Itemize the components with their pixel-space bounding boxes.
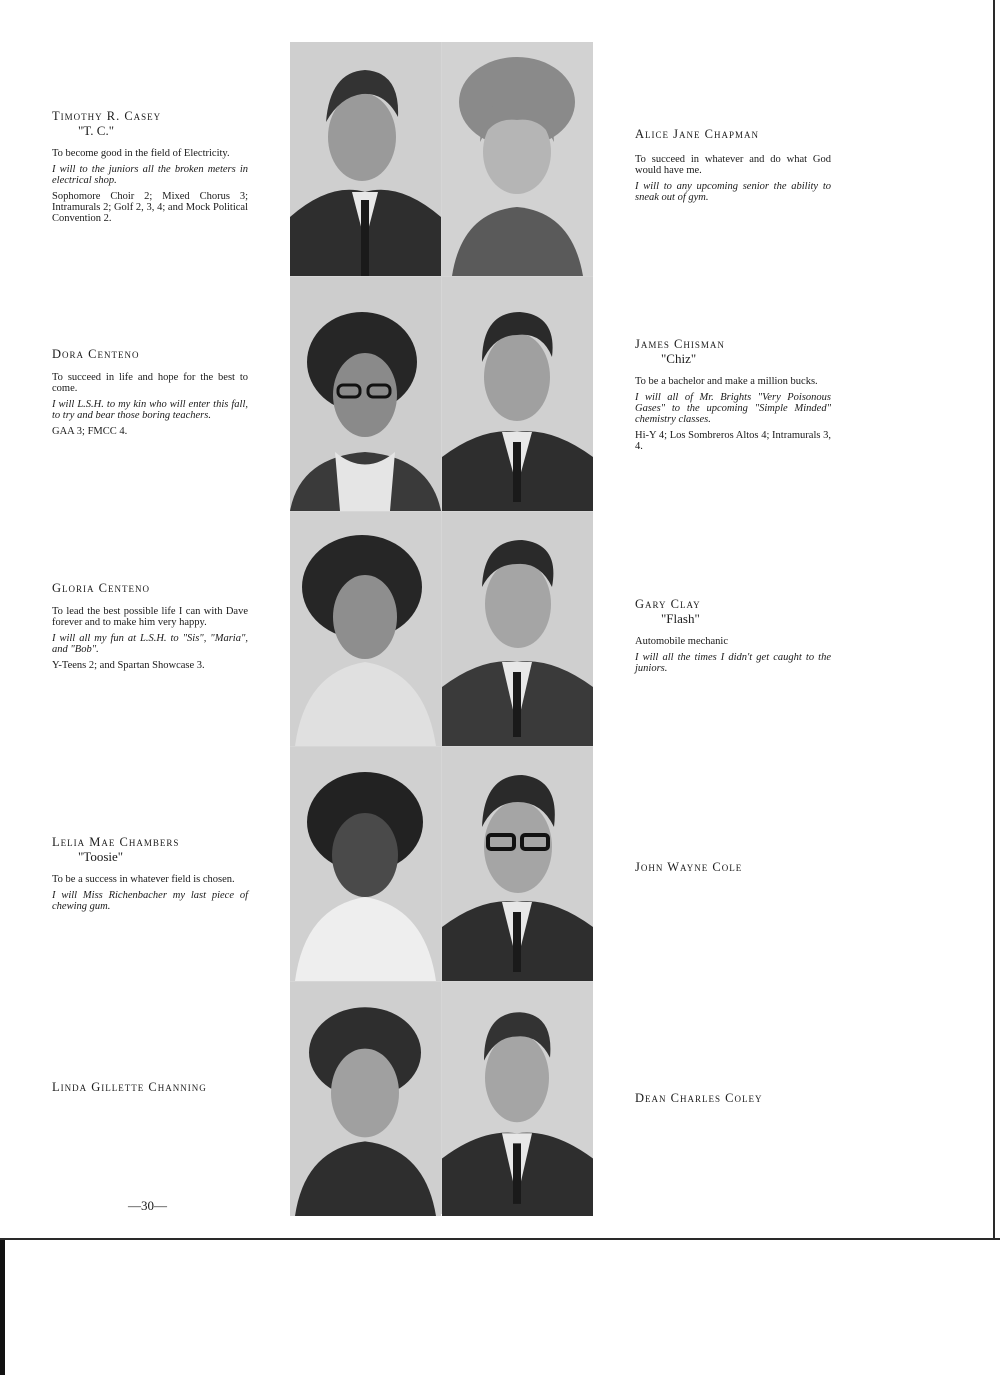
student-will: I will all of Mr. Brights "Very Poisonous Gases" to the upcoming "Simple Minded" chemistry classes.: [635, 392, 831, 425]
student-will: I will all the times I didn't get caught to the juniors.: [635, 652, 831, 674]
student-nickname: "T. C.": [78, 123, 115, 138]
entry-gary-clay: [635, 597, 831, 674]
student-name: Dean Charles Coley: [635, 1091, 763, 1105]
portrait-grid: [290, 42, 593, 1214]
portrait-john-cole: [442, 747, 593, 981]
student-name: Dora Centeno: [52, 347, 140, 361]
student-activities: Y-Teens 2; and Spartan Showcase 3.: [52, 660, 205, 671]
entry-james-chisman: [635, 337, 831, 452]
page-edge-left: [0, 1240, 5, 1375]
portrait-james-chisman: [442, 277, 593, 511]
page-edge-bottom: [0, 1238, 1000, 1240]
entry-john-cole: [635, 860, 831, 875]
student-name: John Wayne Cole: [635, 860, 743, 874]
portrait-alice-chapman: [442, 42, 593, 276]
page-edge-right: [993, 0, 995, 1240]
student-name: Gary Clay: [635, 597, 701, 611]
student-ambition: To succeed in life and hope for the best to come.: [52, 372, 248, 394]
student-ambition: To become good in the field of Electricity.: [52, 148, 230, 159]
entry-linda-channing: [52, 1080, 272, 1095]
student-ambition: Automobile mechanic: [635, 636, 729, 647]
student-will: I will Miss Richenbacher my last piece of chewing gum.: [52, 890, 248, 912]
student-nickname: "Flash": [661, 611, 700, 626]
student-ambition: To be a bachelor and make a million bucks.: [635, 376, 818, 387]
student-ambition: To be a success in whatever field is chosen.: [52, 874, 235, 885]
student-name: James Chisman: [635, 337, 725, 351]
portrait-gloria-centeno: [290, 512, 441, 746]
student-will: I will to the juniors all the broken meters in electrical shop.: [52, 164, 248, 186]
student-nickname: "Toosie": [78, 849, 124, 864]
student-will: I will all my fun at L.S.H. to "Sis", "Maria", and "Bob".: [52, 633, 248, 655]
entry-dean-coley: [635, 1091, 831, 1106]
student-name: Timothy R. Casey: [52, 109, 162, 123]
student-activities: Hi-Y 4; Los Sombreros Altos 4; Intramurals 3, 4.: [635, 430, 831, 452]
student-nickname: "Chiz": [661, 351, 697, 366]
portrait-dean-coley: [442, 982, 593, 1216]
entry-gloria-centeno: [52, 581, 248, 671]
portrait-timothy-casey: [290, 42, 441, 276]
student-ambition: To lead the best possible life I can with Dave forever and to make him very happy.: [52, 606, 248, 628]
student-activities: GAA 3; FMCC 4.: [52, 426, 128, 437]
student-activities: Sophomore Choir 2; Mixed Chorus 3; Intramurals 2; Golf 2, 3, 4; and Mock Political Convention 2.: [52, 191, 248, 224]
page-number: —30—: [128, 1198, 167, 1213]
entry-timothy-casey: [52, 109, 248, 224]
student-will: I will L.S.H. to my kin who will enter this fall, to try and bear those boring teachers.: [52, 399, 248, 421]
portrait-gary-clay: [442, 512, 593, 746]
entry-lelia-chambers: [52, 835, 248, 912]
portrait-dora-centeno: [290, 277, 441, 511]
student-name: Gloria Centeno: [52, 581, 150, 595]
entry-alice-chapman: [635, 127, 831, 203]
entry-dora-centeno: [52, 347, 248, 437]
portrait-lelia-chambers: [290, 747, 441, 981]
student-ambition: To succeed in whatever and do what God would have me.: [635, 154, 831, 176]
student-name: Lelia Mae Chambers: [52, 835, 180, 849]
portrait-linda-channing: [290, 982, 441, 1216]
student-name: Alice Jane Chapman: [635, 127, 759, 141]
student-will: I will to any upcoming senior the ability to sneak out of gym.: [635, 181, 831, 203]
student-name: Linda Gillette Channing: [52, 1080, 207, 1094]
